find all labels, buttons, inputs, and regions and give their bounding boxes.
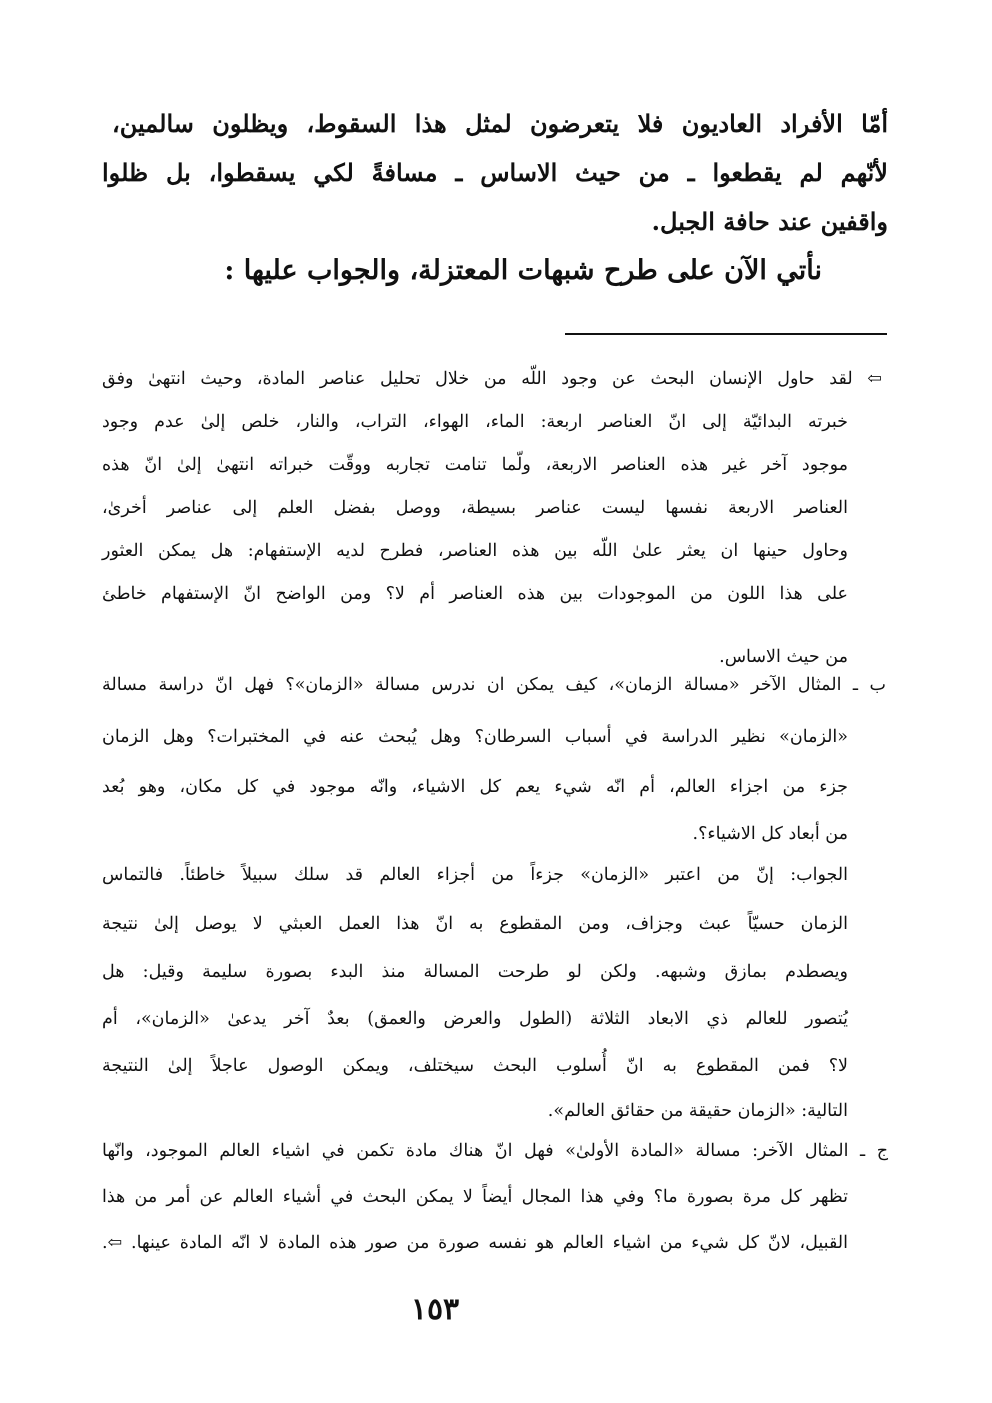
footnote-line-1: ⇦ لقد حاول الإنسان البحث عن وجود اللّه من خلال تحليل عناصر المادة، وحيث انتهىٰ وفق: [102, 369, 882, 389]
footnote-line-7: من حيث الاساس.: [719, 647, 848, 667]
footnote-line-8: ب ـ المثال الآخر «مسالة الزمان»، كيف يمكن ان ندرس مسالة «الزمان»؟ فهل انّ دراسة مسالة: [102, 675, 886, 695]
section-heading: نأتي الآن على طرح شبهات المعتزلة، والجواب عليها :: [224, 255, 822, 286]
footnote-line-14: ويصطدم بمازق وشبهه. ولكن لو طرحت المسالة منذ البدء بصورة سليمة وقيل: هل: [102, 962, 848, 982]
footnote-line-4: العناصر الاربعة نفسها ليست عناصر بسيطة، ووصل بفضل العلم إلى عناصر أخرىٰ،: [102, 498, 848, 518]
footnote-line-16: لا؟ فمن المقطوع به انّ أُسلوب البحث سيختلف، ويمكن الوصول عاجلاً إلىٰ النتيجة: [102, 1056, 848, 1076]
footnote-line-5: وحاول حينها ان يعثر علىٰ اللّه بين هذه العناصر، فطرح لديه الإستفهام: هل يمكن العثور: [102, 541, 848, 561]
footnote-separator: [565, 333, 887, 335]
footnote-line-18: ج ـ المثال الآخر: مسالة «المادة الأولىٰ» فهل انّ هناك مادة تكمن في اشياء العالم الموجود، وانّها: [102, 1141, 888, 1161]
footnote-line-11: من أبعاد كل الاشياء؟.: [692, 824, 848, 844]
footnote-line-17: التالية: «الزمان حقيقة من حقائق العالم».: [547, 1101, 848, 1121]
footnote-line-12: الجواب: إنّ من اعتبر «الزمان» جزءاً من أجزاء العالم قد سلك سبيلاً خاطئاً. فالتماس: [102, 865, 848, 885]
footnote-line-2: خبرته البدائيّة إلى انّ العناصر اربعة: الماء، الهواء، التراب، والنار، خلص إلىٰ عدم وجود: [102, 412, 848, 432]
footnote-line-10: جزء من اجزاء العالم، أم انّه شيء يعم كل الاشياء، وانّه موجود في كل مكان، وهو بُعد: [102, 777, 848, 797]
main-paragraph-line-2: لأنّهم لم يقطعوا ـ من حيث الاساس ـ مسافةً لكي يسقطوا، بل ظلوا: [102, 158, 888, 187]
footnote-line-20: القبيل، لانّ كل شيء من اشياء العالم هو نفسه صورة من صور هذه المادة لا انّه المادة عينها. ⇦.: [102, 1233, 848, 1253]
footnote-line-13: الزمان حسيّاً عبث وجزاف، ومن المقطوع به انّ هذا العمل العبثي لا يوصل إلىٰ نتيجة: [102, 914, 848, 934]
main-paragraph-line-1: أمّا الأفراد العاديون فلا يتعرضون لمثل هذا السقوط، ويظلون سالمين،: [112, 109, 888, 138]
page-number: ١٥٣: [410, 1292, 460, 1327]
footnote-line-15: يُتصور للعالم ذي الابعاد الثلاثة (الطول والعرض والعمق) بعدٌ آخر يدعىٰ «الزمان»، أم: [102, 1009, 848, 1029]
footnote-line-9: «الزمان» نظير الدراسة في أسباب السرطان؟ وهل يُبحث عنه في المختبرات؟ وهل الزمان: [102, 727, 848, 747]
footnote-line-19: تظهر كل مرة بصورة ما؟ وفي هذا المجال أيضاً لا يمكن البحث في أشياء العالم عن أمر من هذا: [102, 1187, 848, 1207]
main-paragraph-line-3: واقفين عند حافة الجبل.: [651, 207, 888, 236]
footnote-line-6: على هذا اللون من الموجودات بين هذه العناصر أم لا؟ ومن الواضح انّ الإستفهام خاطئ: [102, 584, 848, 604]
footnote-line-3: موجود آخر غير هذه العناصر الاربعة، ولّما تنامت تجاربه ووقّت خبراته انتهىٰ إلىٰ انّ هذه: [102, 455, 848, 475]
